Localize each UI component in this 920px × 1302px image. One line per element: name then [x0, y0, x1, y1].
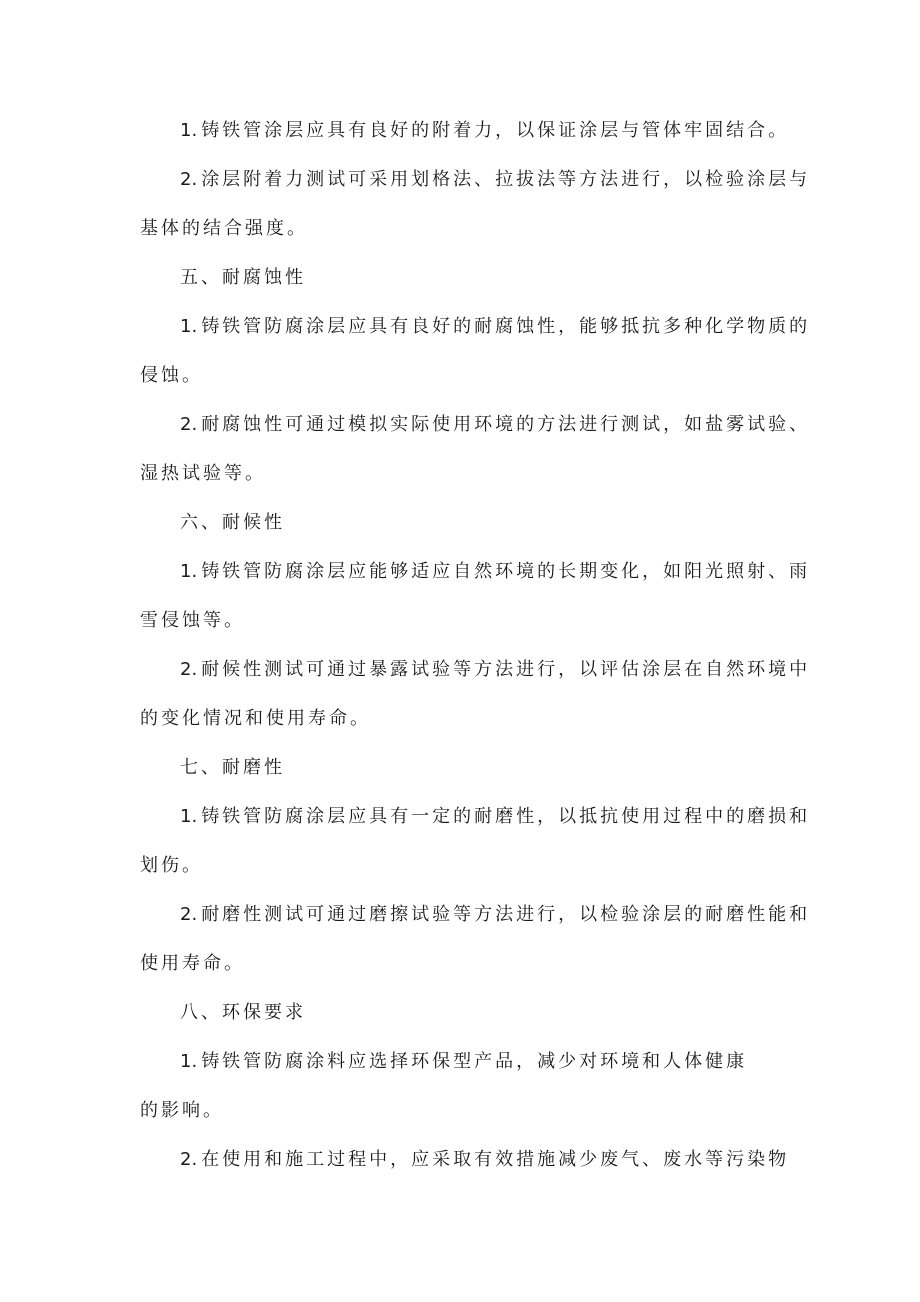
paragraph-line: 湿热试验等。 — [140, 463, 266, 484]
section-heading: 五、耐腐蚀性 — [180, 267, 306, 288]
paragraph-line: 1. 铸铁管防腐涂层应具有良好的耐腐蚀性，能够抵抗多种化学物质的 — [180, 316, 811, 337]
paragraph-line: 基体的结合强度。 — [140, 218, 308, 239]
paragraph-line: 2. 耐腐蚀性可通过模拟实际使用环境的方法进行测试，如盐雾试验、 — [180, 414, 811, 435]
section-heading: 六、耐候性 — [180, 512, 285, 533]
section-heading: 七、耐磨性 — [180, 757, 285, 778]
paragraph-line: 2. 耐候性测试可通过暴露试验等方法进行，以评估涂层在自然环境中 — [180, 659, 811, 680]
section-heading: 八、环保要求 — [180, 1002, 306, 1023]
paragraph-line: 2. 耐磨性测试可通过磨擦试验等方法进行，以检验涂层的耐磨性能和 — [180, 904, 811, 925]
paragraph-line: 1. 铸铁管防腐涂层应具有一定的耐磨性，以抵抗使用过程中的磨损和 — [180, 806, 811, 827]
paragraph-line: 的影响。 — [140, 1100, 224, 1121]
paragraph-line: 1. 铸铁管涂层应具有良好的附着力，以保证涂层与管体牢固结合。 — [180, 120, 790, 141]
paragraph-line: 划伤。 — [140, 855, 203, 876]
paragraph-line: 2. 涂层附着力测试可采用划格法、拉拔法等方法进行，以检验涂层与 — [180, 169, 811, 190]
paragraph-line: 雪侵蚀等。 — [140, 610, 245, 631]
paragraph-line: 使用寿命。 — [140, 953, 245, 974]
paragraph-line: 2. 在使用和施工过程中，应采取有效措施减少废气、废水等污染物 — [180, 1149, 790, 1170]
paragraph-line: 1. 铸铁管防腐涂层应能够适应自然环境的长期变化，如阳光照射、雨 — [180, 561, 811, 582]
paragraph-line: 的变化情况和使用寿命。 — [140, 708, 371, 729]
paragraph-line: 1. 铸铁管防腐涂料应选择环保型产品，减少对环境和人体健康 — [180, 1051, 748, 1072]
paragraph-line: 侵蚀。 — [140, 365, 203, 386]
